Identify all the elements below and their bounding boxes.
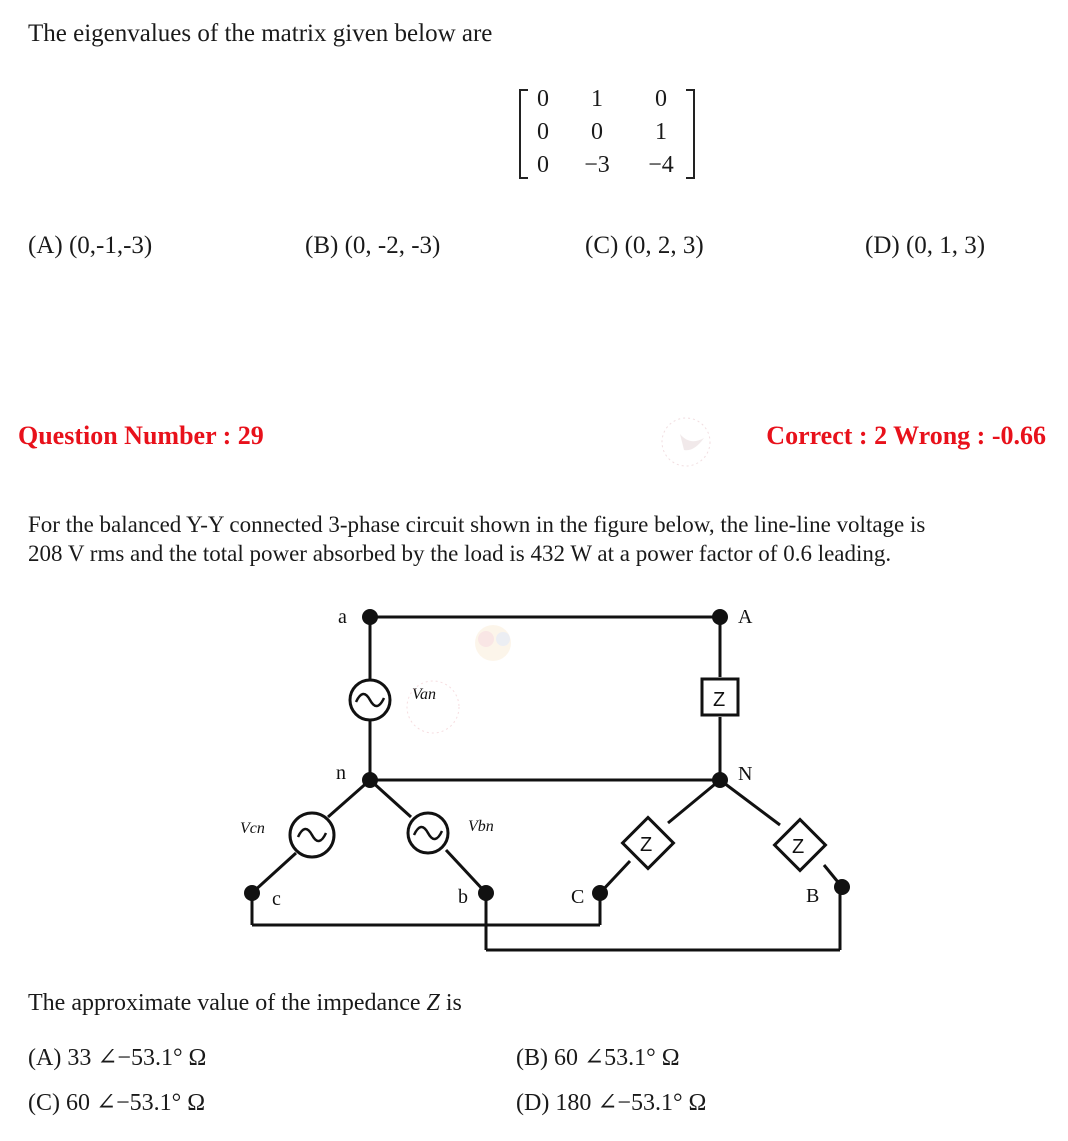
node-n xyxy=(362,772,378,788)
wire-N-zb xyxy=(720,780,780,825)
prompt-variable: Z xyxy=(426,990,440,1016)
node-N xyxy=(712,772,728,788)
matrix-cell: 1 xyxy=(591,86,603,112)
node-a xyxy=(362,609,378,625)
stem-line-2: 208 V rms and the total power absorbed by the load is 432 W at a power factor of 0.6 leading. xyxy=(28,541,892,566)
source-van xyxy=(350,680,390,720)
label-C: C xyxy=(571,886,585,908)
matrix-cell: 0 xyxy=(591,119,603,145)
prev-option-d[interactable]: (D) (0, 1, 3) xyxy=(865,232,986,259)
label-n: n xyxy=(336,762,346,784)
prev-option-b[interactable]: (B) (0, -2, -3) xyxy=(305,232,441,259)
circuit-diagram xyxy=(228,595,868,965)
label-c: c xyxy=(272,888,281,910)
matrix-cell: 0 xyxy=(655,86,667,112)
label-A: A xyxy=(738,606,753,628)
stem-line-1: For the balanced Y-Y connected 3-phase circuit shown in the figure below, the line-line voltage is xyxy=(28,512,926,537)
label-z-b: Z xyxy=(792,836,805,858)
question-stem xyxy=(28,510,1048,568)
watermark-logo xyxy=(650,412,720,472)
matrix-cell: 0 xyxy=(537,119,549,145)
prompt-text: The approximate value of the impedance xyxy=(28,990,421,1016)
source-vcn xyxy=(290,813,334,857)
option-a[interactable]: (A) 33 ∠−53.1° Ω xyxy=(28,1045,207,1071)
node-C xyxy=(592,885,608,901)
question-number: Question Number : 29 xyxy=(18,421,264,450)
label-vcn: Vcn xyxy=(240,820,265,837)
matrix-cell: −3 xyxy=(584,152,610,178)
label-N: N xyxy=(738,763,753,785)
matrix-cell: 0 xyxy=(537,86,549,112)
label-B: B xyxy=(806,885,820,907)
eigen-matrix xyxy=(512,86,702,182)
wire-vcn-c xyxy=(252,853,296,893)
prev-option-c[interactable]: (C) (0, 2, 3) xyxy=(585,232,704,259)
watermark-circuit xyxy=(407,625,511,733)
marks-info: Correct : 2 Wrong : -0.66 xyxy=(766,421,1046,450)
option-b[interactable]: (B) 60 ∠53.1° Ω xyxy=(516,1045,680,1071)
source-vbn xyxy=(408,813,448,853)
label-z-a: Z xyxy=(713,689,726,711)
node-c xyxy=(244,885,260,901)
node-b xyxy=(478,885,494,901)
label-van: Van xyxy=(412,686,436,703)
question-prompt xyxy=(28,990,462,1017)
label-b: b xyxy=(458,886,468,908)
prompt-end: is xyxy=(445,990,462,1016)
option-d[interactable]: (D) 180 ∠−53.1° Ω xyxy=(516,1090,707,1116)
node-A xyxy=(712,609,728,625)
wire-n-vcn xyxy=(328,780,370,817)
matrix-cell: 0 xyxy=(537,152,549,178)
label-a: a xyxy=(338,606,347,628)
wire-N-zc xyxy=(668,780,720,823)
question-prev-text: The eigenvalues of the matrix given below are xyxy=(28,20,493,47)
matrix-cell: −4 xyxy=(648,152,674,178)
node-B xyxy=(834,879,850,895)
prev-option-a[interactable]: (A) (0,-1,-3) xyxy=(28,232,153,259)
label-z-c: Z xyxy=(640,834,653,856)
label-vbn: Vbn xyxy=(468,818,494,835)
option-c[interactable]: (C) 60 ∠−53.1° Ω xyxy=(28,1090,206,1116)
matrix-cell: 1 xyxy=(655,119,667,145)
wire-n-vbn xyxy=(370,780,411,817)
